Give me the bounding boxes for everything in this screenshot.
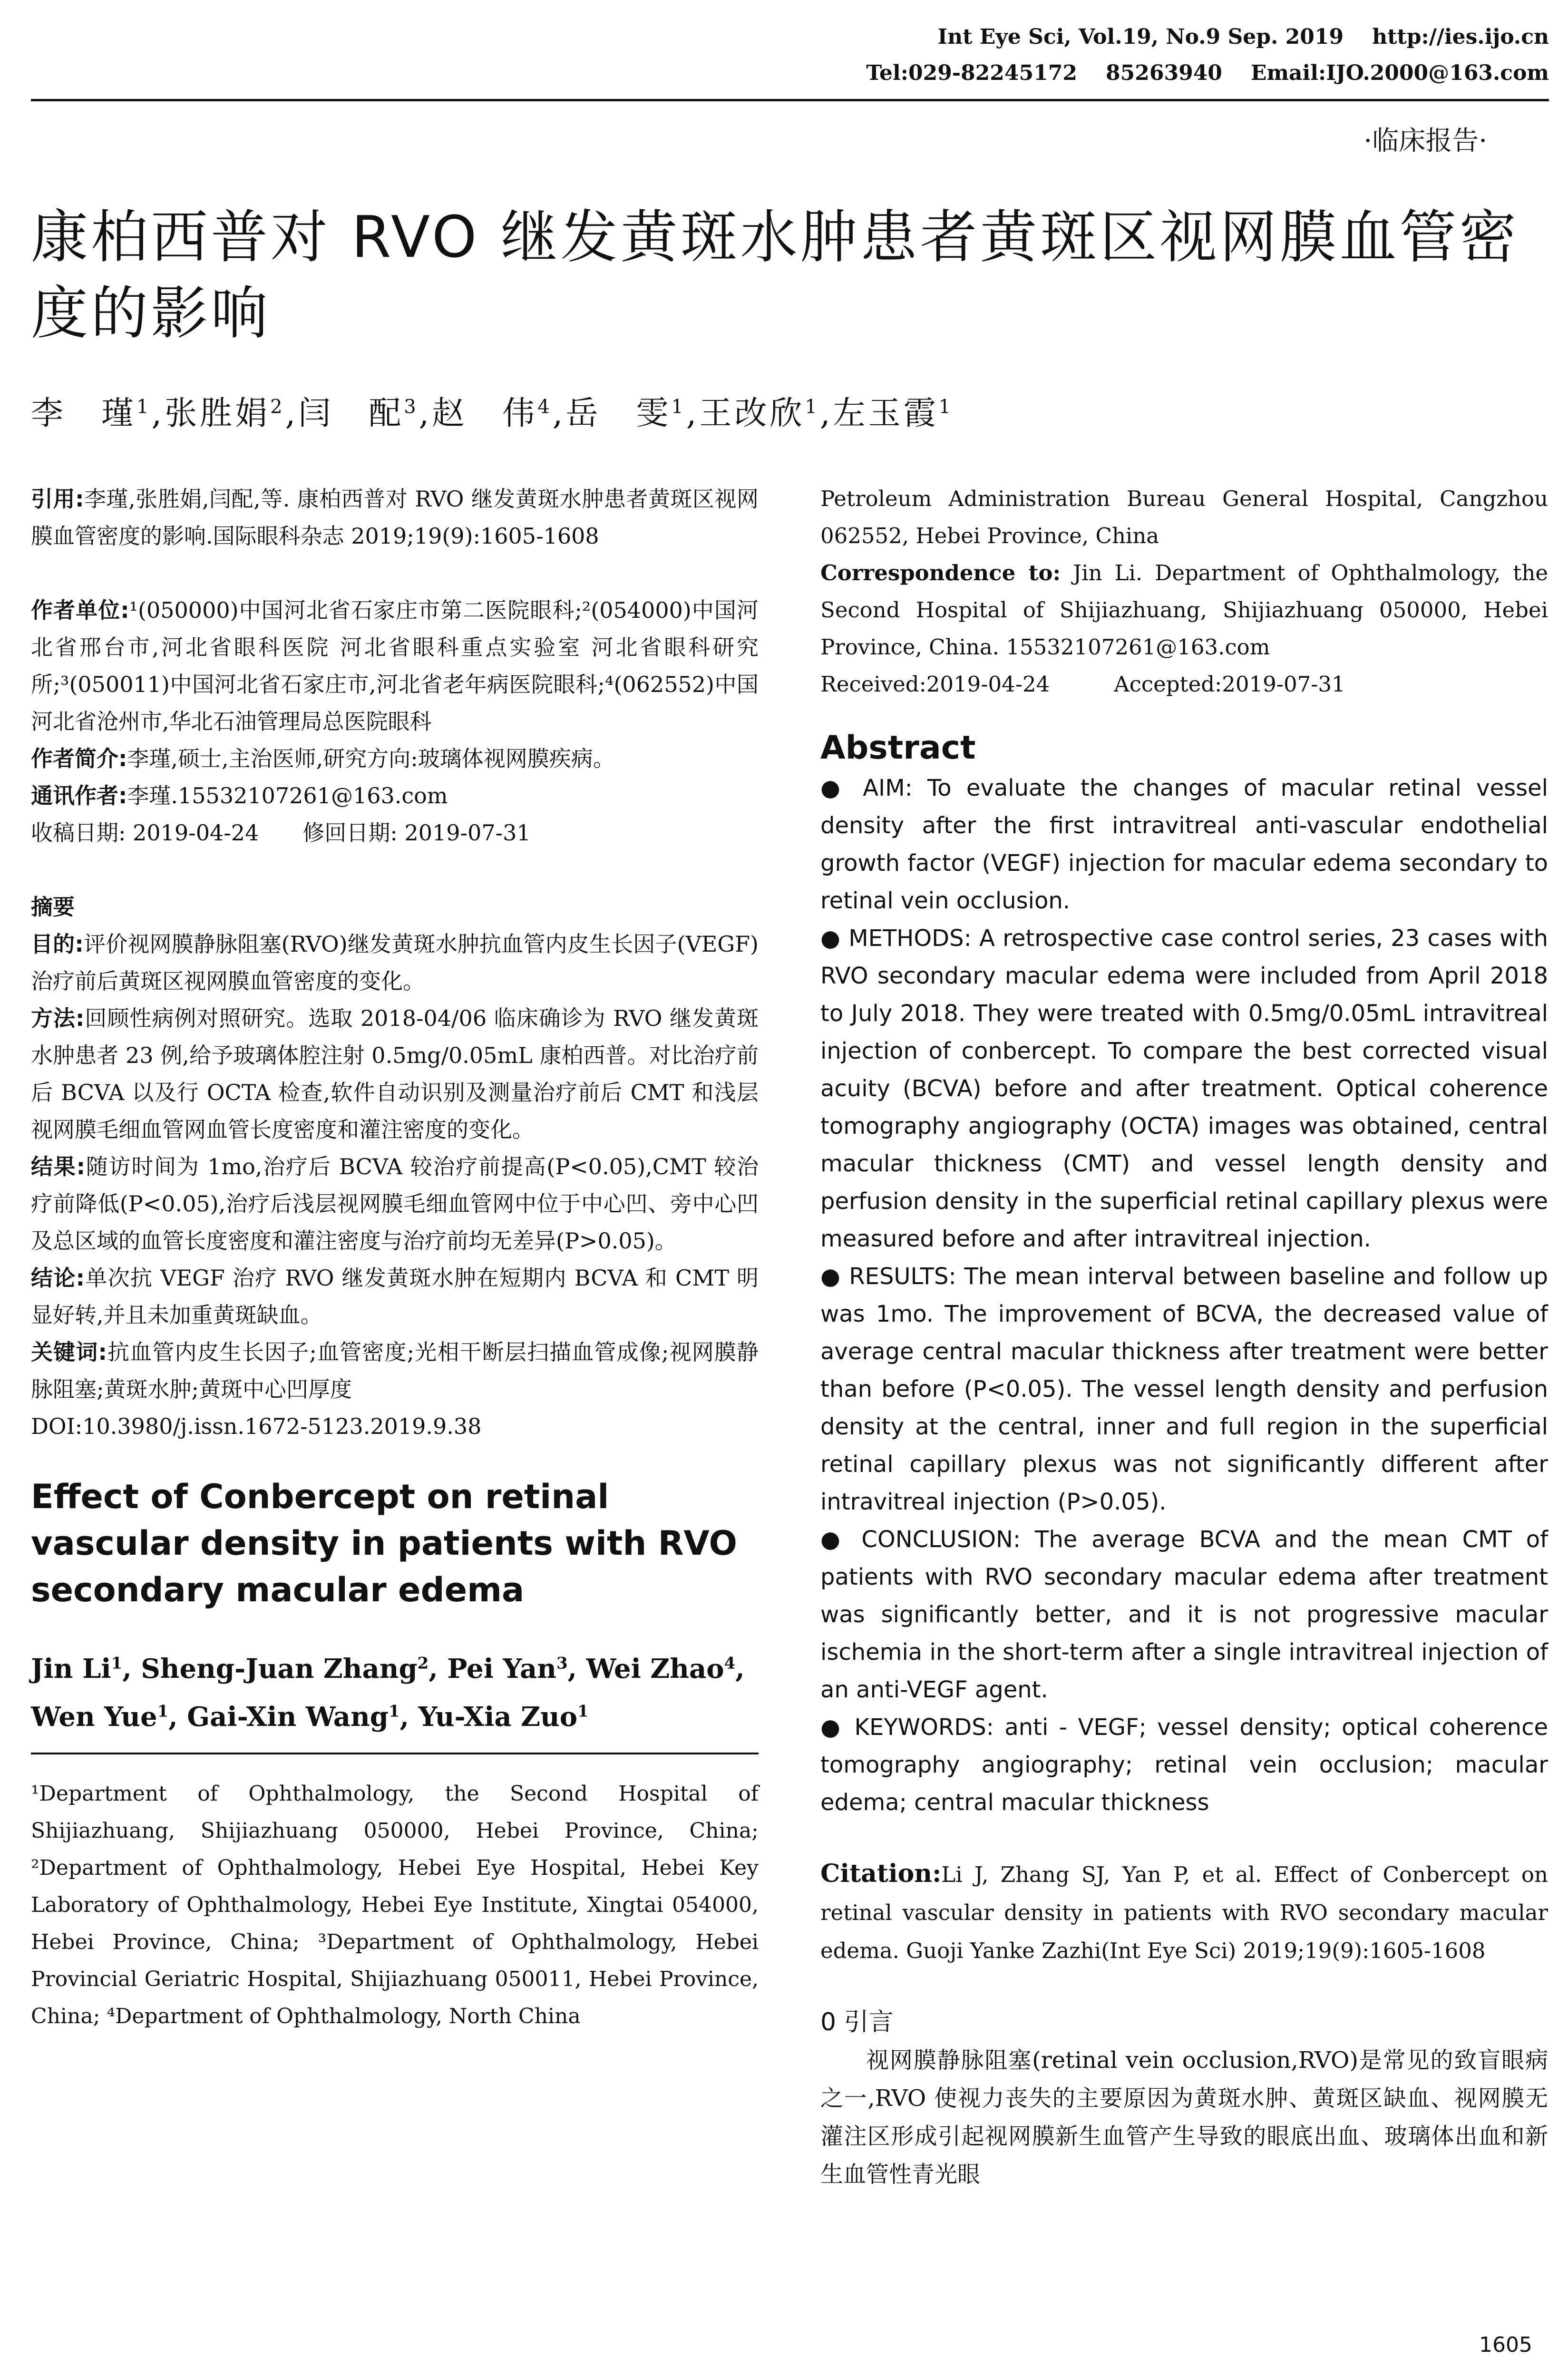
received-accepted: Received:2019-04-24 Accepted:2019-07-31	[820, 672, 1345, 697]
journal-email: Email:IJO.2000@163.com	[1250, 61, 1549, 85]
journal-info: Int Eye Sci, Vol.19, No.9 Sep. 2019	[937, 25, 1344, 49]
author-en: Gai-Xin Wang$^1$	[187, 1701, 400, 1733]
author-list-en: Jin Li$^1$, Sheng-Juan Zhang$^2$, Pei Yan$^3$, Wei Zhao$^4$, Wen Yue$^1$, Gai-Xin Wang$^1$, Yu-Xia Zuo$^1$	[31, 1653, 745, 1733]
page-number: 1605	[1479, 2333, 1532, 2357]
author-cn: 王改欣$^1$	[699, 395, 820, 432]
abstract-conclusion-en: ● CONCLUSION: The average BCVA and the mean CMT of patients with RVO secondary macular edema after treatment was significantly better, and it is not progressive macular ischemia in the short-term after a single intravitreal injection of an anti-VEGF agent.	[820, 1526, 1548, 1703]
citation-cn: 引用:李瑾,张胜娟,闫配,等. 康柏西普对 RVO 继发黄斑水肿患者黄斑区视网膜血管密度的影响.国际眼科杂志 2019;19(9):1605-1608	[31, 486, 759, 549]
author-en: Wei Zhao$^4$	[586, 1653, 736, 1685]
journal-header-line2	[866, 61, 1549, 85]
journal-tel2: 85263940	[1106, 61, 1222, 85]
author-cn: 闫 配$^3$	[298, 395, 419, 432]
abstract-methods-en: ● METHODS: A retrospective case control series, 23 cases with RVO secondary macular edema were included from April 2018 to July 2018. They were treated with 0.5mg/0.05mL intravitreal injection of conbercept. To compare the best corrected visual acuity (BCVA) before and after treatment. Optical coherence tomography angiography (OCTA) images was obtained, central macular thickness (CMT) and vessel length density and perfusion density in the superficial retinal capillary plexus were measured before and after intravitreal injection.	[820, 925, 1548, 1252]
introduction-text: 视网膜静脉阻塞(retinal vein occlusion,RVO)是常见的致盲眼病之一,RVO 使视力丧失的主要原因为黄斑水肿、黄斑区缺血、视网膜无灌注区形成引起视网膜新生血管产生导致的眼底出血、玻璃体出血和新生血管性青光眼	[820, 2047, 1548, 2188]
journal-url[interactable]: http://ies.ijo.cn	[1372, 25, 1549, 49]
keywords-cn: 关键词:抗血管内皮生长因子;血管密度;光相干断层扫描血管成像;视网膜静脉阻塞;黄斑水肿;黄斑中心凹厚度	[31, 1339, 759, 1402]
correspondence-en: Correspondence to: Jin Li. Department of Ophthalmology, the Second Hospital of Shijiazhuang, Shijiazhuang 050000, Hebei Province, China. 15532107261@163.com	[820, 560, 1548, 660]
author-en: Pei Yan$^3$	[447, 1653, 568, 1685]
author-list-cn: 李 瑾$^1$,张胜娟$^2$,闫 配$^3$,赵 伟$^4$,岳 雯$^1$,王改欣$^1$,左玉霞$^1$	[31, 395, 954, 432]
corresponding-author: 通讯作者:李瑾.15532107261@163.com	[31, 783, 448, 809]
affiliation-rule	[31, 1753, 759, 1754]
author-cn: 左玉霞$^1$	[833, 395, 954, 432]
author-en-affiliation-mark: 4	[724, 1654, 736, 1673]
abstract-results-en: ● RESULTS: The mean interval between baseline and follow up was 1mo. The improvement of BCVA, the decreased value of average central macular thickness after treatment were better than before (P<0.05). The vessel length density and perfusion density at the central, inner and full region in the superficial retinal capillary plexus was not significantly different after intravitreal injection (P>0.05).	[820, 1263, 1548, 1515]
section-label: ·临床报告·	[1363, 126, 1487, 156]
author-en-affiliation-mark: 3	[556, 1654, 568, 1673]
citation-en: Citation:Li J, Zhang SJ, Yan P, et al. Effect of Conbercept on retinal vascular density in patients with RVO secondary macular edema. Guoji Yanke Zazhi(Int Eye Sci) 2019;19(9):1605-1608	[820, 1859, 1548, 1963]
author-cn: 张胜娟$^2$	[165, 395, 285, 432]
author-cn-affiliation-mark: 4	[537, 396, 553, 418]
abstract-result-cn: 结果:随访时间为 1mo,治疗后 BCVA 较治疗前提高(P<0.05),CMT 较治疗前降低(P<0.05),治疗后浅层视网膜毛细血管网中位于中心凹、旁中心凹及总区域的血管长度密度和灌注密度与治疗前均无差异(P>0.05)。	[31, 1154, 759, 1254]
abstract-heading-cn: 摘要	[31, 894, 75, 920]
affiliations-en: ¹Department of Ophthalmology, the Second Hospital of Shijiazhuang, Shijiazhuang 050000, Hebei Province, China; ²Department of Ophthalmology, Hebei Eye Hospital, Hebei Key Laboratory of Ophthalmology, Hebei Eye Institute, Xingtai 054000, Hebei Province, China; ³Department of Ophthalmology, Hebei Provincial Geriatric Hospital, Shijiazhuang 050011, Hebei Province, China; ⁴Department of Ophthalmology, North China	[31, 1782, 759, 2029]
author-en-affiliation-mark: 1	[577, 1702, 589, 1721]
author-bio: 作者简介:李瑾,硕士,主治医师,研究方向:玻璃体视网膜疾病。	[31, 746, 615, 771]
author-cn: 李 瑾$^1$	[31, 395, 152, 432]
author-cn: 赵 伟$^4$	[432, 395, 553, 432]
author-units: 作者单位:¹(050000)中国河北省石家庄市第二医院眼科;²(054000)中国河北省邢台市,河北省眼科医院 河北省眼科重点实验室 河北省眼科研究所;³(050011)中国河北省石家庄市,河北省老年病医院眼科;⁴(062552)中国河北省沧州市,华北石油管理局总医院眼科	[31, 597, 759, 734]
author-cn-affiliation-mark: 1	[671, 396, 686, 418]
author-en-affiliation-mark: 1	[157, 1702, 169, 1721]
header-rule	[31, 99, 1549, 101]
keywords-en: ● KEYWORDS: anti - VEGF; vessel density; optical coherence tomography angiography; retinal vein occlusion; macular edema; central macular thickness	[820, 1714, 1548, 1816]
left-column	[31, 480, 759, 2056]
author-cn: 岳 雯$^1$	[565, 395, 686, 432]
author-en-affiliation-mark: 2	[417, 1654, 429, 1673]
author-cn-affiliation-mark: 1	[136, 396, 152, 418]
author-en: Sheng-Juan Zhang$^2$	[141, 1653, 429, 1685]
article-title-en: Effect of Conbercept on retinal vascular density in patients with RVO secondary macular edema	[31, 1477, 738, 1609]
journal-header-line1	[938, 25, 1549, 49]
author-en: Yu-Xia Zuo$^1$	[418, 1701, 589, 1733]
author-en-affiliation-mark: 1	[388, 1702, 400, 1721]
author-cn-affiliation-mark: 1	[805, 396, 820, 418]
right-column	[820, 480, 1548, 2193]
abstract-heading-en: Abstract	[820, 729, 976, 767]
author-cn-affiliation-mark: 1	[938, 396, 954, 418]
journal-tel: Tel:029-82245172	[866, 61, 1077, 85]
introduction-heading: 0 引言	[820, 2008, 894, 2036]
author-cn-affiliation-mark: 3	[404, 396, 419, 418]
article-title: 康柏西普对 RVO 继发黄斑水肿患者黄斑区视网膜血管密度的影响	[31, 205, 1519, 347]
abstract-aim-en: ● AIM: To evaluate the changes of macular retinal vessel density after the first intravitreal anti-vascular endothelial growth factor (VEGF) injection for macular edema secondary to retinal vein occlusion.	[820, 775, 1548, 914]
doi[interactable]: DOI:10.3980/j.issn.1672-5123.2019.9.38	[31, 1413, 482, 1439]
affiliation-continued: Petroleum Administration Bureau General Hospital, Cangzhou 062552, Hebei Province, China	[820, 486, 1548, 548]
author-en: Jin Li$^1$	[31, 1653, 123, 1685]
abstract-conclusion-cn: 结论:单次抗 VEGF 治疗 RVO 继发黄斑水肿在短期内 BCVA 和 CMT 明显好转,并且未加重黄斑缺血。	[31, 1265, 759, 1328]
abstract-method-cn: 方法:回顾性病例对照研究。选取 2018-04/06 临床确诊为 RVO 继发黄斑水肿患者 23 例,给予玻璃体腔注射 0.5mg/0.05mL 康柏西普。对比治疗前后 BCVA 以及行 OCTA 检查,软件自动识别及测量治疗前后 CMT 和浅层视网膜毛细血管网血管长度密度和灌注密度的变化。	[31, 1005, 759, 1142]
dates-cn: 收稿日期: 2019-04-24 修回日期: 2019-07-31	[31, 820, 531, 846]
author-cn-affiliation-mark: 2	[270, 396, 285, 418]
author-en-affiliation-mark: 1	[111, 1654, 123, 1673]
abstract-aim-cn: 目的:评价视网膜静脉阻塞(RVO)继发黄斑水肿抗血管内皮生长因子(VEGF)治疗前后黄斑区视网膜血管密度的变化。	[31, 931, 759, 994]
author-en: Wen Yue$^1$	[31, 1701, 169, 1733]
